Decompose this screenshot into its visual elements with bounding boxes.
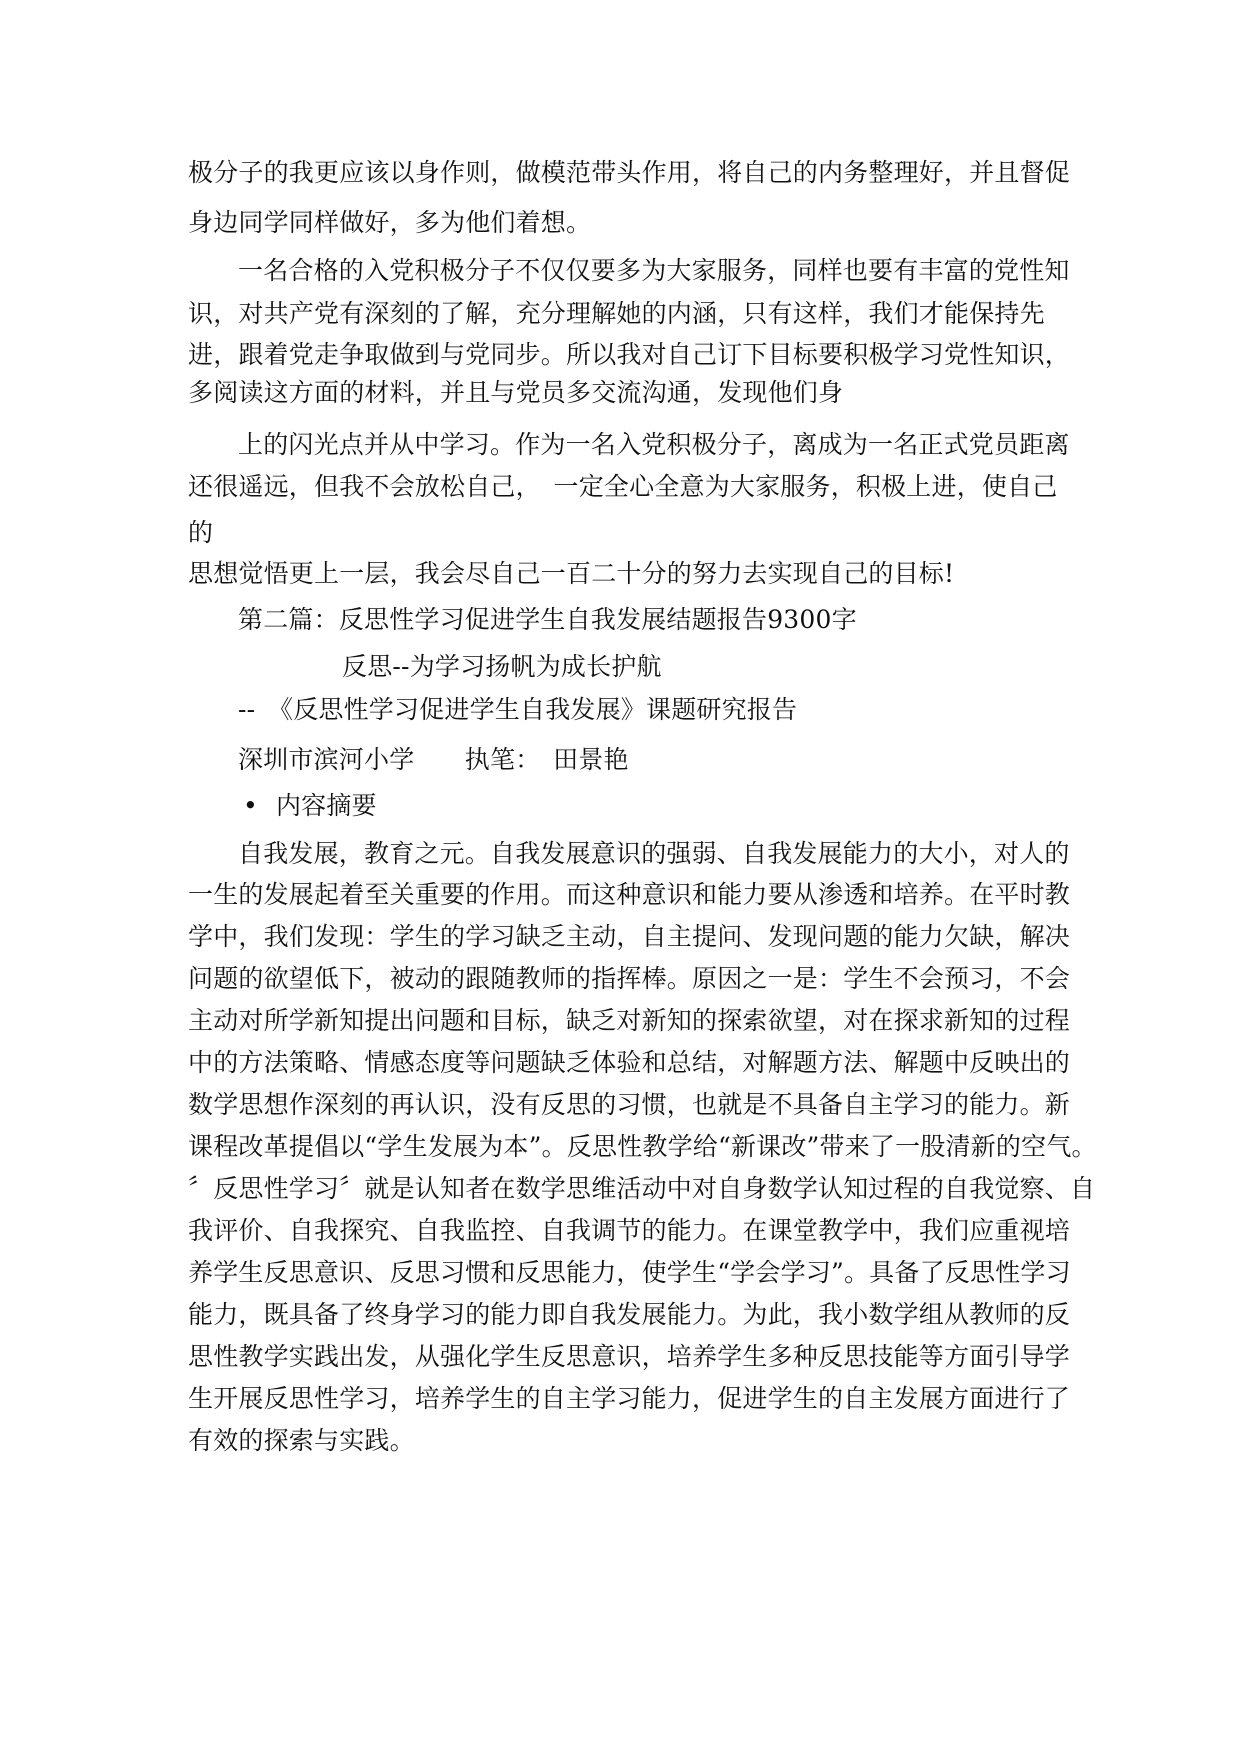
paragraph-line: 极分子的我更应该以身作则，做模范带头作用，将自己的内务整理好，并且督促 bbox=[188, 158, 1071, 187]
paragraph-line: 课程改革提倡以“学生发展为本”。反思性教学给“新课改”带来了一股清新的空气。 bbox=[188, 1132, 1097, 1161]
paragraph-line: 主动对所学新知提出问题和目标，缺乏对新知的探索欲望，对在探求新知的过程 bbox=[188, 1006, 1071, 1035]
paragraph-line: 中的方法策略、情感态度等问题缺乏体验和总结，对解题方法、解题中反映出的 bbox=[188, 1048, 1071, 1077]
paragraph-line: 学中，我们发现：学生的学习缺乏主动，自主提问、发现问题的能力欠缺，解决 bbox=[188, 922, 1071, 951]
report-subtitle: -- 《反思性学习促进学生自我发展》课题研究报告 bbox=[238, 695, 798, 724]
paragraph-line: 一生的发展起着至关重要的作用。而这种意识和能力要从渗透和培养。在平时教 bbox=[188, 880, 1071, 909]
report-title: 反思--为学习扬帆为成长护航 bbox=[342, 652, 662, 681]
paragraph-line: 还很遥远，但我不会放松自己， 一定全心全意为大家服务，积极上进，使自己 bbox=[188, 472, 1058, 501]
paragraph-line: 多阅读这方面的材料，并且与党员多交流沟通，发现他们身 bbox=[188, 378, 844, 407]
paragraph-line: 数学思想作深刻的再认识，没有反思的习惯，也就是不具备自主学习的能力。新 bbox=[188, 1090, 1071, 1119]
paragraph-line: 养学生反思意识、反思习惯和反思能力，使学生“学会学习”。具备了反思性学习 bbox=[188, 1258, 1071, 1287]
paragraph-line: 的 bbox=[188, 518, 214, 547]
paragraph-line: 识，对共产党有深刻的了解，充分理解她的内涵，只有这样，我们才能保持先 bbox=[188, 299, 1045, 328]
paragraph-line: 一名合格的入党积极分子不仅仅要多为大家服务，同样也要有丰富的党性知 bbox=[238, 256, 1070, 285]
abstract-heading bbox=[243, 791, 377, 821]
bullet-icon: • bbox=[243, 791, 258, 820]
paragraph-line: 能力，既具备了终身学习的能力即自我发展能力。为此，我小数学组从教师的反 bbox=[188, 1300, 1071, 1329]
paragraph-line: 问题的欲望低下，被动的跟随教师的指挥棒。原因之一是：学生不会预习，不会 bbox=[188, 964, 1071, 993]
paragraph-line: 我评价、自我探究、自我监控、自我调节的能力。在课堂教学中，我们应重视培 bbox=[188, 1216, 1071, 1245]
abstract-label: 内容摘要 bbox=[275, 791, 377, 820]
paragraph-line: 进，跟着党走争取做到与党同步。所以我对自己订下目标要积极学习党性知识， bbox=[188, 340, 1071, 369]
paragraph-line: 思想觉悟更上一层，我会尽自己一百二十分的努力去实现自己的目标! bbox=[188, 559, 955, 588]
paragraph-line: 〞反思性学习〞就是认知者在数学思维活动中对自身数学认知过程的自我觉察、自 bbox=[188, 1174, 1096, 1203]
author-line: 深圳市滨河小学 执笔： 田景艳 bbox=[238, 745, 629, 774]
paragraph-line: 生开展反思性学习，培养学生的自主学习能力，促进学生的自主发展方面进行了 bbox=[188, 1384, 1071, 1413]
paragraph-line: 身边同学同样做好，多为他们着想。 bbox=[188, 208, 592, 237]
paragraph-line: 上的闪光点并从中学习。作为一名入党积极分子，离成为一名正式党员距离 bbox=[238, 430, 1070, 459]
section-heading: 第二篇：反思性学习促进学生自我发展结题报告9300字 bbox=[238, 605, 857, 634]
paragraph-line: 自我发展，教育之元。自我发展意识的强弱、自我发展能力的大小，对人的 bbox=[238, 839, 1070, 868]
paragraph-line: 思性教学实践出发，从强化学生反思意识，培养学生多种反思技能等方面引导学 bbox=[188, 1342, 1071, 1371]
paragraph-line: 有效的探索与实践。 bbox=[188, 1426, 415, 1455]
